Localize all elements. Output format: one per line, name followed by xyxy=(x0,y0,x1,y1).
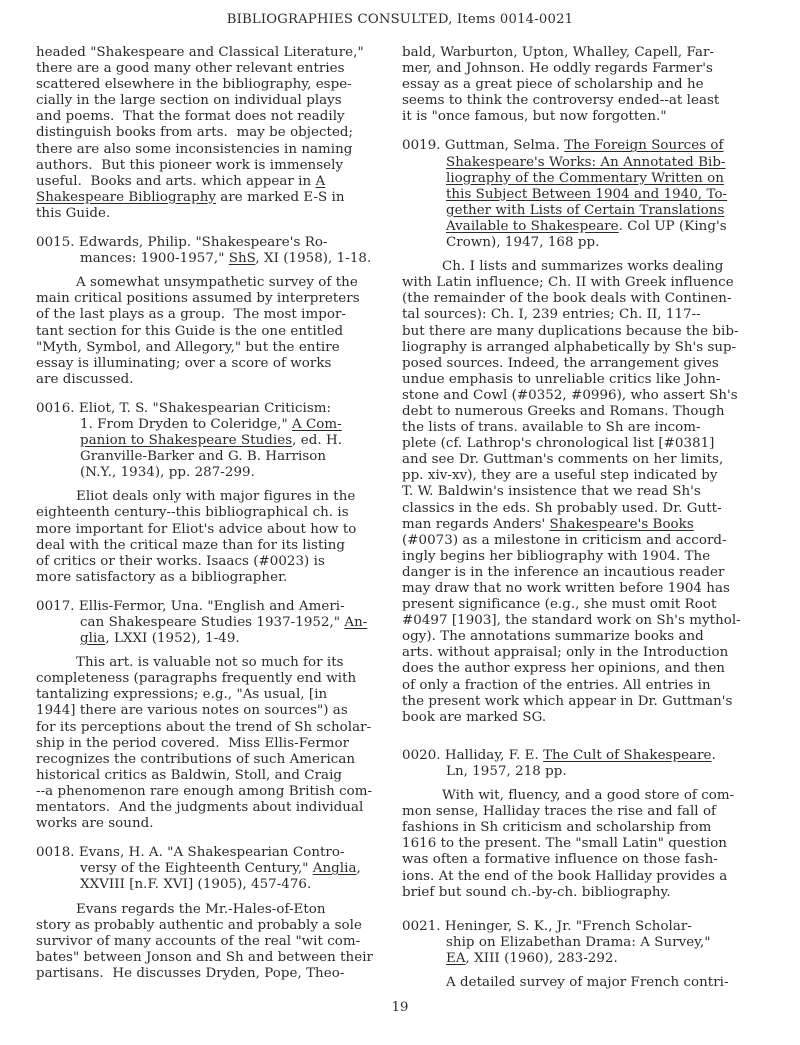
annotation-line: mon sense, Halliday traces the rise and fall of xyxy=(402,804,717,820)
annotation-line: does the author express her opinions, and then xyxy=(402,661,725,677)
running-header: BIBLIOGRAPHIES CONSULTED, Items 0014-0021 xyxy=(226,12,574,27)
annotation-line: ship in the period covered. Miss Ellis-Fermor xyxy=(36,735,350,751)
annotation-line: A detailed survey of major French contri- xyxy=(446,974,729,990)
annotation-line: ingly begins her bibliography with 1904. The xyxy=(402,548,711,564)
citation-line xyxy=(402,187,747,203)
citation-line: ship on Elizabethan Drama: A Survey," xyxy=(446,934,711,950)
annotation-line: arts. without appraisal; only in the Introduction xyxy=(402,645,729,661)
text-line: it is "once famous, but now forgotten." xyxy=(402,109,667,125)
annotation-line: the present work which appear in Dr. Guttman's xyxy=(402,693,733,709)
annotation-line: debt to numerous Greeks and Romans. Though xyxy=(402,403,725,419)
text-line: seems to think the controversy ended--at least xyxy=(402,93,720,109)
continued-paragraph xyxy=(36,45,381,222)
annotation-line: mentators. And the judgments about individual xyxy=(36,800,364,816)
bibliography-entry-0021 xyxy=(402,919,747,991)
book-title: A Com- xyxy=(291,416,342,432)
citation-line: 0019. Guttman, Selma. The Foreign Sources of xyxy=(402,138,724,154)
annotation-line: fashions in Sh criticism and scholarship from xyxy=(402,820,712,836)
annotation-line: 1944] there are various notes on sources") as xyxy=(36,703,348,719)
annotation-line: bates" between Jonson and Sh and between their xyxy=(36,949,373,965)
citation-line: 0020. Halliday, F. E. The Cult of Shakespeare. xyxy=(402,747,716,763)
citation-line: 0016. Eliot, T. S. "Shakespearian Criticism: xyxy=(36,400,332,416)
bibliography-entry-0020 xyxy=(402,748,747,901)
annotation-line: eighteenth century--this bibliographical ch. is xyxy=(36,505,349,521)
text-line: essay as a great piece of scholarship and he xyxy=(402,77,704,93)
annotation-line: undue emphasis to unreliable critics like John- xyxy=(402,371,721,387)
book-title: Shakespeare's Books xyxy=(549,516,694,532)
annotation-line: With wit, fluency, and a good store of com- xyxy=(442,788,735,804)
entry-number: 0016. xyxy=(36,400,75,416)
annotation-line: essay is illuminating; over a score of works xyxy=(36,355,332,371)
citation-line: 1. From Dryden to Coleridge," A Com- xyxy=(80,416,342,432)
book-title: panion to Shakespeare Studies xyxy=(80,433,293,449)
text-line: bald, Warburton, Upton, Whalley, Capell, Far- xyxy=(402,45,715,60)
journal-title: glia xyxy=(80,631,106,647)
citation-line: XXVIII [n.F. XVI] (1905), 457-476. xyxy=(80,877,312,893)
text-line: cially in the large section on individual plays xyxy=(36,93,342,109)
book-title: A xyxy=(315,173,326,189)
annotation-line: of only a fraction of the entries. All entries in xyxy=(402,677,711,693)
citation-line: (N.Y., 1934), pp. 287-299. xyxy=(80,465,255,481)
book-title: Shakespeare's Works: An Annotated Bib- xyxy=(446,154,726,170)
citation-line: EA, XIII (1960), 283-292. xyxy=(446,950,618,966)
annotation-line: pp. xiv-xv), they are a useful step indicated by xyxy=(402,468,718,484)
bibliography-entry-0018 xyxy=(36,845,381,982)
citation-line: 0021. Heninger, S. K., Jr. "French Scholar- xyxy=(402,918,692,934)
annotation-line: present significance (e.g., she must omit Root xyxy=(402,597,717,613)
annotation-line: Evans regards the Mr.-Hales-of-Eton xyxy=(76,901,326,917)
annotation-line: the lists of trans. available to Sh are incom- xyxy=(402,420,701,436)
annotation-line: liography is arranged alphabetically by Sh's sup- xyxy=(402,339,737,355)
annotation-line: are discussed. xyxy=(36,371,134,387)
annotation-line: (#0073) as a milestone in criticism and accord- xyxy=(402,532,727,548)
annotation-line: plete (cf. Lathrop's chronological list [#0381] xyxy=(402,436,715,452)
bibliography-entry-0016 xyxy=(36,401,381,586)
bibliography-entry-0017 xyxy=(36,599,381,832)
citation-line: Granville-Barker and G. B. Harrison xyxy=(80,449,327,465)
book-title: Available to Shakespeare xyxy=(446,218,619,234)
left-column xyxy=(36,45,381,982)
annotation-line: 1616 to the present. The "small Latin" question xyxy=(402,836,727,852)
journal-title: Anglia xyxy=(312,861,357,877)
annotation-line: ions. At the end of the book Halliday provides a xyxy=(402,868,728,884)
annotation-line: recognizes the contributions of such American xyxy=(36,751,356,767)
annotation-line: of critics or their works. Isaacs (#0023) is xyxy=(36,553,325,569)
citation-line xyxy=(402,203,747,219)
annotation-line: T. W. Baldwin's insistence that we read Sh's xyxy=(402,484,701,500)
annotation-line: but there are many duplications because the bib- xyxy=(402,323,739,339)
citation-line: glia, LXXI (1952), 1-49. xyxy=(80,631,240,647)
citation-line: Available to Shakespeare. Col UP (King's xyxy=(446,218,727,234)
annotation-line: with Latin influence; Ch. II with Greek influence xyxy=(402,275,734,291)
entry-number: 0015. xyxy=(36,235,75,251)
annotation-line: historical critics as Baldwin, Stoll, and Craig xyxy=(36,767,343,783)
citation-line xyxy=(402,155,747,171)
annotation-line: partisans. He discusses Dryden, Pope, Theo- xyxy=(36,965,345,981)
text-line: Shakespeare Bibliography are marked E-S in xyxy=(36,189,345,205)
text-line: scattered elsewhere in the bibliography, espe- xyxy=(36,77,352,93)
citation-line: can Shakespeare Studies 1937-1952," An- xyxy=(80,615,368,630)
annotation-line: This art. is valuable not so much for its xyxy=(76,655,344,671)
text-line: useful. Books and arts. which appear in A xyxy=(36,173,326,189)
annotation-line: may draw that no work written before 1904 has xyxy=(402,581,730,596)
citation-line: 0017. Ellis-Fermor, Una. "English and Ameri- xyxy=(36,598,345,614)
annotation-line: brief but sound ch.-by-ch. bibliography. xyxy=(402,884,671,900)
annotation-line: tant section for this Guide is the one entitled xyxy=(36,323,344,339)
annotation-line: man regards Anders' Shakespeare's Books xyxy=(402,516,694,532)
annotation-line: deal with the critical maze than for its listing xyxy=(36,537,346,553)
text-line: there are also some inconsistencies in naming xyxy=(36,141,353,157)
annotation-line: stone and Cowl (#0352, #0996), who assert Sh's xyxy=(402,387,738,403)
text-line: headed "Shakespeare and Classical Literature," xyxy=(36,45,364,60)
annotation-line: tantalizing expressions; e.g., "As usual, [in xyxy=(36,687,328,703)
annotation-line: and see Dr. Guttman's comments on her limits, xyxy=(402,452,724,468)
book-title: Shakespeare Bibliography xyxy=(36,189,216,205)
book-title: liography of the Commentary Written on xyxy=(446,170,724,186)
citation-line: panion to Shakespeare Studies, ed. H. xyxy=(80,433,342,449)
annotation-line: danger is in the inference an incautious reader xyxy=(402,564,725,580)
journal-title: EA xyxy=(446,950,466,966)
annotation-line: classics in the eds. Sh probably used. Dr. Gutt- xyxy=(402,500,722,516)
annotation-line: of the last plays as a group. The most impor- xyxy=(36,307,346,323)
annotation-line: was often a formative influence on those fash- xyxy=(402,852,718,868)
text-line: there are a good many other relevant entries xyxy=(36,61,345,77)
annotation-line: main critical positions assumed by interpreters xyxy=(36,291,360,307)
annotation-line: "Myth, Symbol, and Allegory," but the entire xyxy=(36,339,340,355)
book-title: The Foreign Sources of xyxy=(564,138,724,154)
annotation-line: #0497 [1903], the standard work on Sh's mythol- xyxy=(402,613,741,629)
annotation-line: survivor of many accounts of the real "wit com- xyxy=(36,933,361,949)
entry-number: 0019. xyxy=(402,138,441,154)
annotation-line: tal sources): Ch. I, 239 entries; Ch. II, 117-- xyxy=(402,307,701,323)
annotation-line: works are sound. xyxy=(36,816,154,832)
annotation-line: for its perceptions about the trend of Sh scholar- xyxy=(36,719,372,735)
citation-line: mances: 1900-1957," ShS, XI (1958), 1-18. xyxy=(80,251,372,267)
entry-number: 0020. xyxy=(402,747,441,763)
journal-title: ShS xyxy=(228,251,256,267)
annotation-line: story as probably authentic and probably a sole xyxy=(36,917,362,933)
page-number: 19 xyxy=(391,1000,409,1015)
text-line: mer, and Johnson. He oddly regards Farmer's xyxy=(402,61,713,77)
journal-title: An- xyxy=(344,615,368,630)
annotation-line: ogy). The annotations summarize books and xyxy=(402,629,704,645)
annotation-line: more satisfactory as a bibliographer. xyxy=(36,569,288,585)
entry-number: 0018. xyxy=(36,845,75,861)
text-line: and poems. That the format does not readily xyxy=(36,109,345,125)
book-title: this Subject Between 1904 and 1940, To- xyxy=(446,186,728,202)
right-column xyxy=(402,45,747,991)
annotation-line: more important for Eliot's advice about how to xyxy=(36,521,357,537)
continued-paragraph xyxy=(402,45,747,125)
citation-line xyxy=(402,171,747,187)
book-title: gether with Lists of Certain Translations xyxy=(446,202,725,218)
annotation-line: (the remainder of the book deals with Continen- xyxy=(402,291,732,307)
bibliography-entry-0019 xyxy=(402,138,747,725)
annotation-line: completeness (paragraphs frequently end with xyxy=(36,671,357,687)
citation-line: versy of the Eighteenth Century," Anglia, xyxy=(80,861,361,877)
entry-number: 0017. xyxy=(36,598,75,614)
annotation-line: A somewhat unsympathetic survey of the xyxy=(76,275,358,291)
annotation-line: posed sources. Indeed, the arrangement gives xyxy=(402,355,719,371)
annotation-line: --a phenomenon rare enough among British com- xyxy=(36,783,373,799)
annotation-line: Eliot deals only with major figures in the xyxy=(76,489,356,505)
text-line: authors. But this pioneer work is immensely xyxy=(36,157,344,173)
annotation-line: Ch. I lists and summarizes works dealing xyxy=(442,259,724,275)
annotation-line: book are marked SG. xyxy=(402,709,547,725)
text-line: distinguish books from arts. may be objected; xyxy=(36,125,354,141)
citation-line: 0018. Evans, H. A. "A Shakespearian Contro- xyxy=(36,845,345,861)
citation-line: 0015. Edwards, Philip. "Shakespeare's Ro- xyxy=(36,235,328,251)
bibliography-entry-0015 xyxy=(36,235,381,388)
text-line: this Guide. xyxy=(36,205,111,221)
citation-line: Ln, 1957, 218 pp. xyxy=(446,763,567,779)
entry-number: 0021. xyxy=(402,918,441,934)
book-title: The Cult of Shakespeare xyxy=(543,747,712,763)
citation-line: Crown), 1947, 168 pp. xyxy=(446,235,600,251)
